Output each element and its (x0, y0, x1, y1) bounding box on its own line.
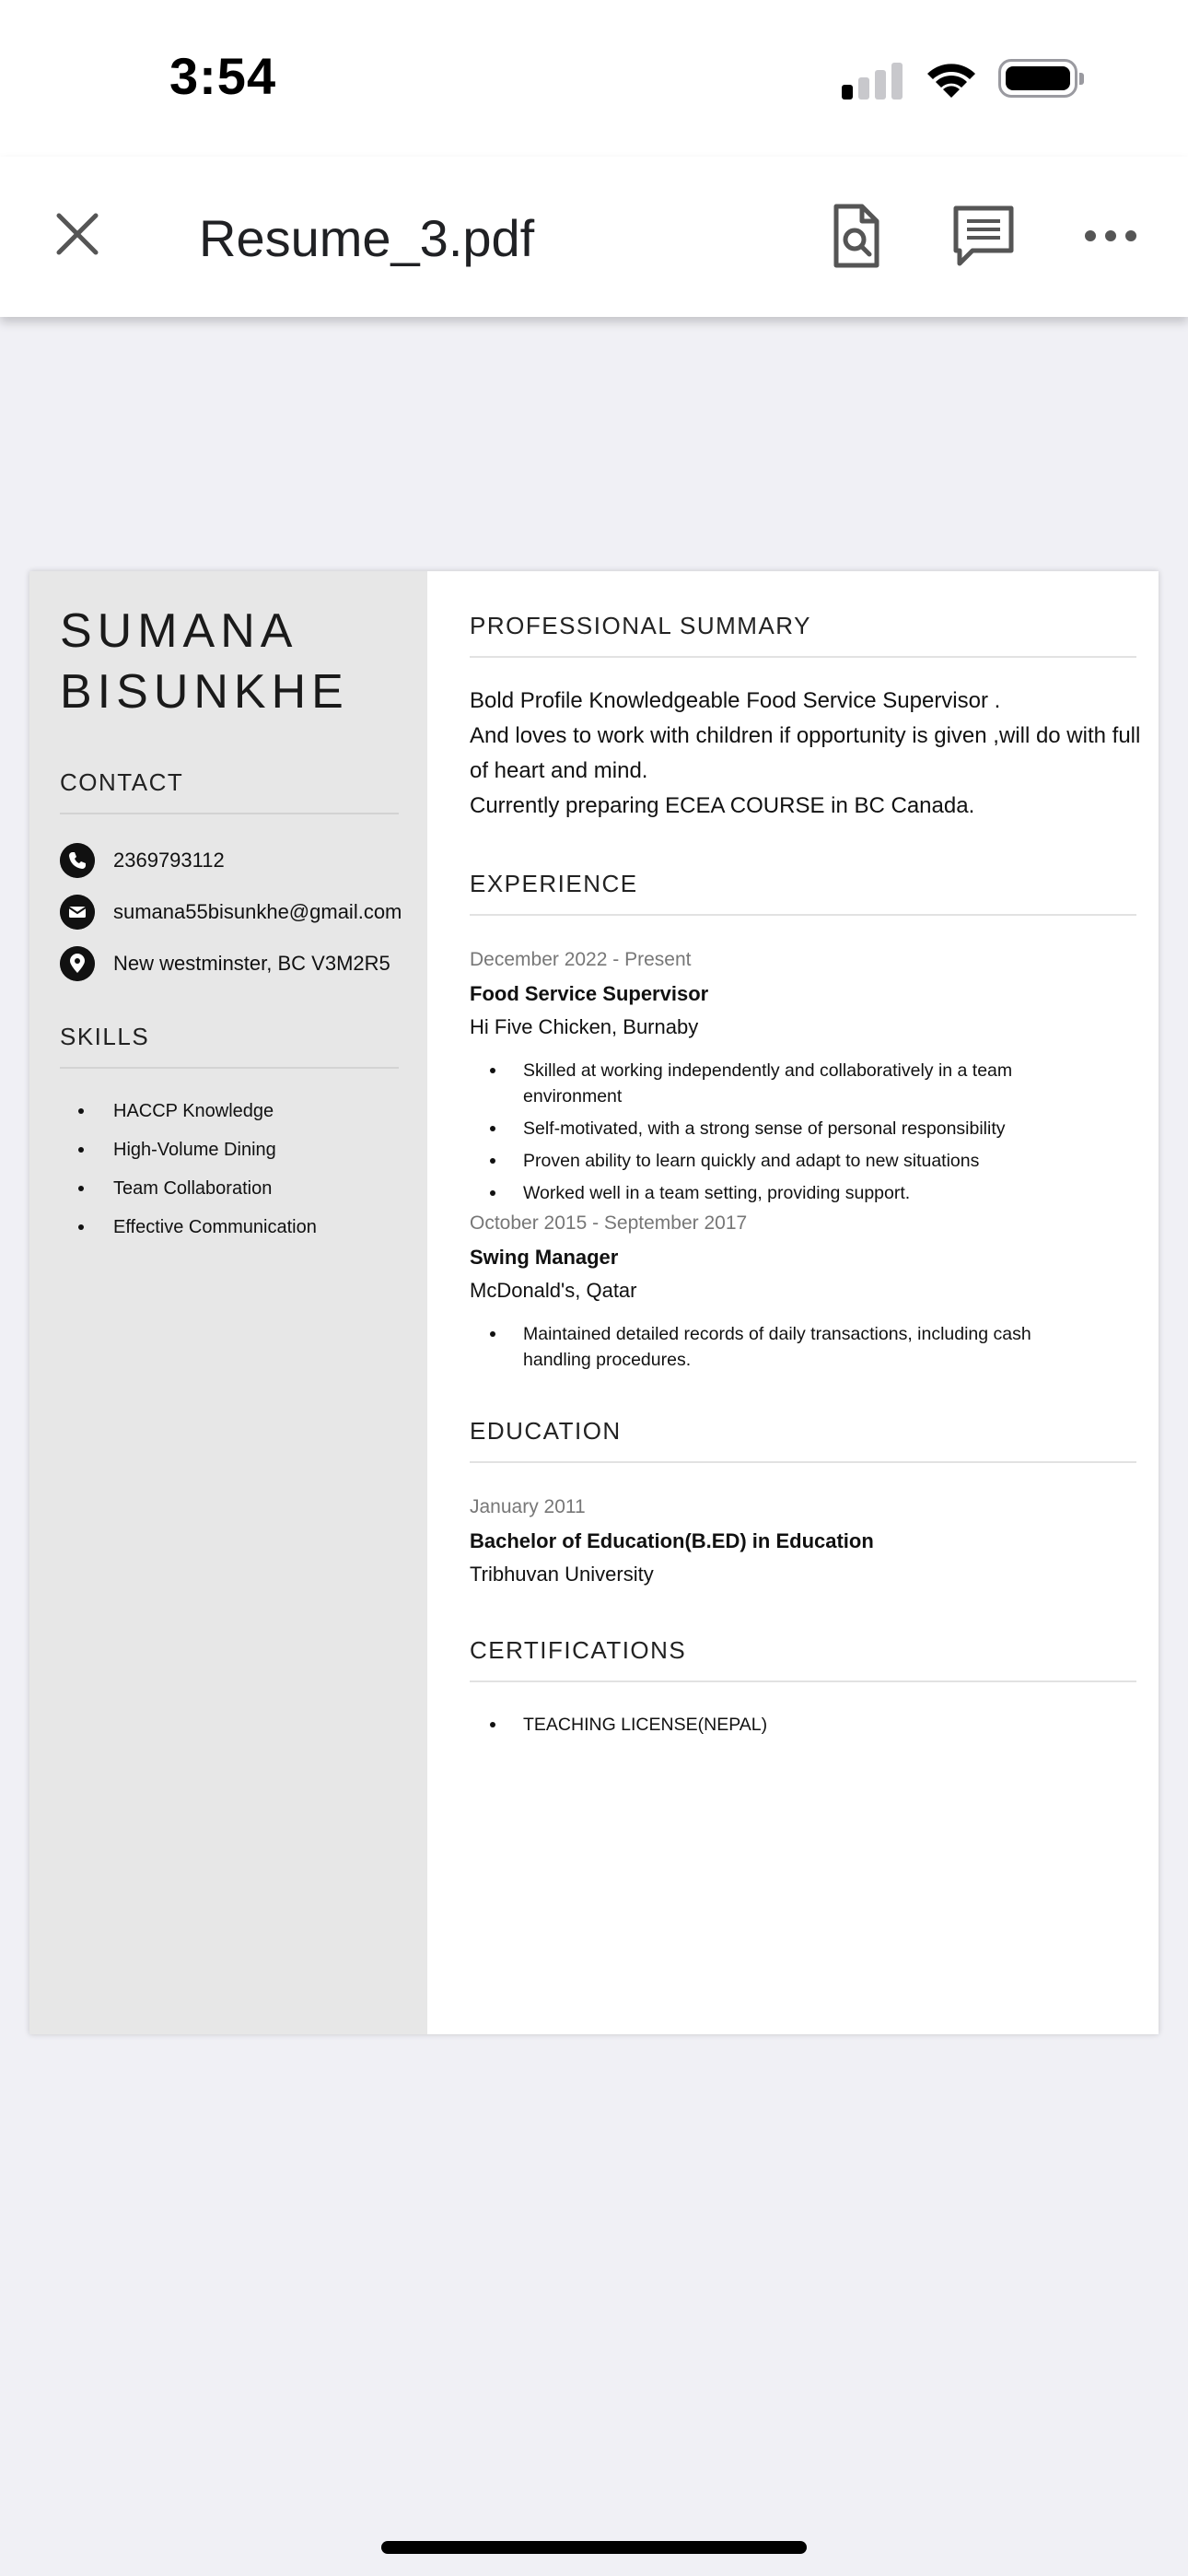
contact-heading: CONTACT (60, 768, 184, 796)
list-item: TEACHING LICENSE(NEPAL) (470, 1712, 1114, 1738)
summary-line: Bold Profile Knowledgeable Food Service Supervisor . (470, 688, 1001, 713)
experience-heading: EXPERIENCE (470, 870, 638, 897)
education-date: January 2011 (470, 1496, 586, 1517)
job-title: Food Service Supervisor (470, 982, 709, 1005)
job-employer: McDonald's, Qatar (470, 1279, 637, 1302)
pdf-page[interactable] (29, 571, 1159, 2034)
summary-text (470, 684, 1142, 824)
certifications-list (470, 1712, 1114, 1744)
skills-heading: SKILLS (60, 1023, 150, 1050)
status-bar (0, 0, 1188, 157)
summary-line: And loves to work with children if opportunity is given ,will do with full of heart and mind. (470, 723, 1141, 783)
list-item: High-Volume Dining (60, 1137, 317, 1176)
battery-icon (998, 59, 1077, 98)
skills-list (60, 1098, 317, 1253)
divider (60, 813, 399, 814)
resume-sidebar (29, 571, 427, 2034)
viewer-toolbar (0, 157, 1188, 317)
list-item: Maintained detailed records of daily transactions, including cash handling procedures. (470, 1321, 1077, 1373)
job-dates: October 2015 - September 2017 (470, 1212, 748, 1234)
education-school: Tribhuvan University (470, 1563, 654, 1586)
close-icon[interactable] (44, 201, 111, 267)
divider (470, 1461, 1136, 1463)
divider (60, 1067, 399, 1069)
list-item: Team Collaboration (60, 1176, 317, 1214)
list-item: Self-motivated, with a strong sense of personal responsibility (470, 1116, 1114, 1142)
phone-icon (60, 843, 95, 878)
list-item: Worked well in a team setting, providing support. (470, 1180, 1114, 1206)
name-first: SUMANA (60, 604, 298, 658)
job-employer: Hi Five Chicken, Burnaby (470, 1015, 699, 1038)
comment-icon[interactable] (947, 199, 1020, 273)
contact-phone: 2369793112 (60, 842, 225, 879)
divider (470, 656, 1136, 658)
list-item: Skilled at working independently and collaboratively in a team environment (470, 1058, 1114, 1109)
job-title: Swing Manager (470, 1246, 619, 1269)
education-degree: Bachelor of Education(B.ED) in Education (470, 1529, 874, 1552)
divider (470, 914, 1136, 916)
contact-address: New westminster, BC V3M2R5 (60, 945, 390, 982)
cellular-signal-icon (842, 61, 903, 100)
certifications-heading: CERTIFICATIONS (470, 1636, 687, 1664)
divider (470, 1680, 1136, 1682)
candidate-name (60, 601, 410, 722)
location-pin-icon (60, 946, 95, 981)
job-dates: December 2022 - Present (470, 949, 692, 970)
home-indicator[interactable] (381, 2541, 807, 2554)
wifi-icon (923, 57, 980, 101)
contact-email: sumana55bisunkhe@gmail.com (60, 894, 402, 931)
summary-heading: PROFESSIONAL SUMMARY (470, 612, 811, 639)
list-item: Effective Communication (60, 1214, 317, 1253)
email-icon (60, 895, 95, 930)
job-bullets (470, 1058, 1114, 1212)
education-heading: EDUCATION (470, 1417, 622, 1445)
more-icon[interactable] (1074, 199, 1147, 273)
document-title: Resume_3.pdf (199, 209, 535, 267)
summary-line: Currently preparing ECEA COURSE in BC Canada. (470, 793, 975, 818)
document-search-icon[interactable] (820, 199, 893, 273)
list-item: HACCP Knowledge (60, 1098, 317, 1137)
job-bullets (470, 1321, 1077, 1379)
status-time: 3:54 (169, 47, 277, 105)
list-item: Proven ability to learn quickly and adapt to new situations (470, 1148, 1114, 1174)
resume-main (427, 571, 1159, 2034)
name-last: BISUNKHE (60, 665, 349, 719)
